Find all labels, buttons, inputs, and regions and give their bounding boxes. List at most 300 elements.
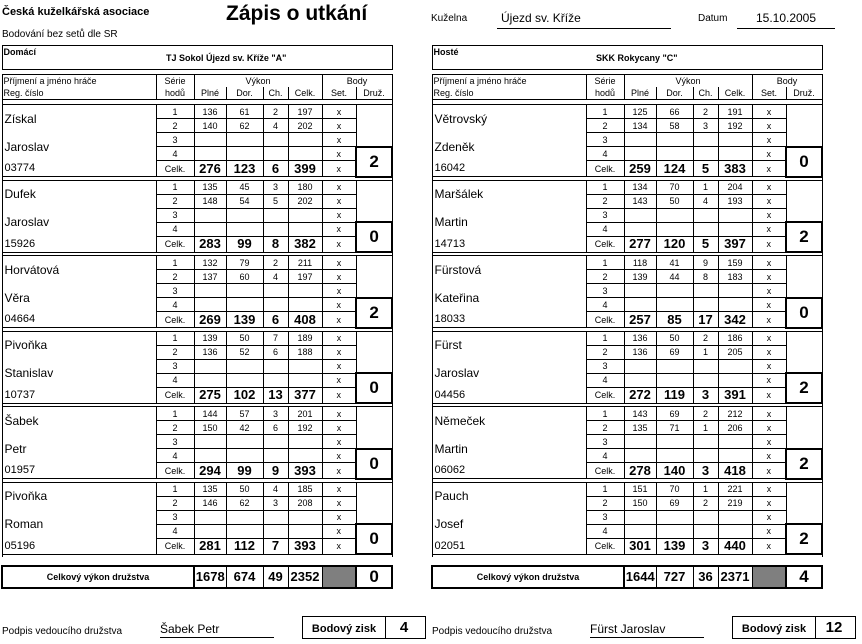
ch-value: 4 [263, 119, 288, 133]
team-total-plne: 1644 [624, 566, 656, 588]
serie-number: 2 [156, 119, 194, 133]
total-label: Celk. [156, 538, 194, 554]
player-points: 2 [786, 449, 822, 479]
empty-cell [624, 147, 656, 161]
col-header-druz: Druž. [356, 87, 392, 100]
serie-number: 4 [156, 147, 194, 161]
serie-number: 2 [156, 421, 194, 435]
empty-cell [624, 284, 656, 298]
player-points: 2 [356, 298, 392, 328]
celk-value: 212 [718, 407, 752, 421]
set-mark: x [322, 147, 356, 161]
total-celk: 393 [288, 538, 322, 554]
player-points: 0 [356, 373, 392, 403]
date-label: Datum [698, 13, 728, 24]
plne-value: 139 [194, 331, 226, 345]
set-mark: x [752, 482, 786, 496]
druz-empty [786, 180, 822, 222]
serie-number: 4 [586, 298, 624, 312]
empty-cell [624, 435, 656, 449]
plne-value: 143 [624, 407, 656, 421]
set-mark: x [322, 298, 356, 312]
set-mark: x [322, 407, 356, 421]
empty-cell [718, 222, 752, 236]
empty-cell [288, 208, 322, 222]
ch-value: 2 [693, 407, 718, 421]
col-header-ch: Ch. [693, 87, 718, 100]
empty-cell [288, 373, 322, 387]
set-mark: x [752, 119, 786, 133]
empty-cell [194, 222, 226, 236]
serie-number: 4 [156, 449, 194, 463]
team-sheet-home [1, 45, 393, 589]
empty-cell [194, 284, 226, 298]
set-mark: x [322, 463, 356, 479]
player-reg-number: 04664 [2, 312, 156, 328]
druz-empty [356, 256, 392, 298]
player-firstname: Zdeněk [432, 133, 586, 161]
serie-number: 1 [586, 256, 624, 270]
empty-cell [624, 373, 656, 387]
serie-number: 1 [156, 331, 194, 345]
set-mark: x [752, 435, 786, 449]
set-mark: x [752, 510, 786, 524]
empty-cell [288, 359, 322, 373]
plne-value: 118 [624, 256, 656, 270]
player-surname: Maršálek [432, 180, 586, 208]
dor-value: 50 [226, 482, 263, 496]
set-mark: x [752, 105, 786, 119]
empty-cell [194, 298, 226, 312]
ch-value: 1 [693, 345, 718, 359]
points-gain-value: 4 [385, 617, 422, 638]
total-label: Celk. [156, 312, 194, 328]
empty-cell [656, 435, 693, 449]
celk-value: 159 [718, 256, 752, 270]
empty-cell [693, 284, 718, 298]
dor-value: 69 [656, 496, 693, 510]
celk-value: 205 [718, 345, 752, 359]
druz-empty [356, 331, 392, 373]
player-surname: Němeček [432, 407, 586, 435]
empty-cell [656, 133, 693, 147]
set-mark: x [752, 194, 786, 208]
plne-value: 150 [194, 421, 226, 435]
plne-value: 134 [624, 119, 656, 133]
team-role-label: Hosté [432, 46, 586, 70]
player-row [432, 180, 822, 194]
plne-value: 137 [194, 270, 226, 284]
total-dor: 119 [656, 387, 693, 403]
empty-cell [263, 373, 288, 387]
empty-cell [718, 373, 752, 387]
player-row [432, 256, 822, 270]
set-mark: x [322, 359, 356, 373]
dor-value: 62 [226, 119, 263, 133]
player-reg-number: 16042 [432, 161, 586, 177]
empty-cell [693, 133, 718, 147]
empty-cell [656, 359, 693, 373]
total-dor: 124 [656, 161, 693, 177]
col-header-set: Set. [322, 87, 356, 100]
serie-number: 4 [586, 147, 624, 161]
set-mark: x [752, 359, 786, 373]
col-header-serie: Série [586, 75, 624, 88]
player-points: 0 [356, 449, 392, 479]
captain-signature: Šabek Petr [160, 622, 274, 638]
serie-number: 2 [586, 194, 624, 208]
druz-empty [786, 482, 822, 524]
total-label: Celk. [156, 236, 194, 252]
empty-cell [693, 373, 718, 387]
col-header-set: Set. [752, 87, 786, 100]
druz-empty [786, 105, 822, 147]
player-firstname: Věra [2, 284, 156, 312]
plne-value: 125 [624, 105, 656, 119]
druz-empty [786, 256, 822, 298]
celk-value: 208 [288, 496, 322, 510]
total-ch: 6 [263, 312, 288, 328]
player-surname: Horvátová [2, 256, 156, 284]
plne-value: 135 [194, 180, 226, 194]
empty-cell [194, 510, 226, 524]
player-firstname: Josef [432, 510, 586, 538]
team-total-label: Celkový výkon družstva [432, 566, 624, 588]
serie-number: 1 [586, 105, 624, 119]
scoring-note: Bodování bez setů dle SR [2, 29, 118, 40]
set-mark: x [752, 312, 786, 328]
player-reg-number: 03774 [2, 161, 156, 177]
celk-value: 185 [288, 482, 322, 496]
set-mark: x [322, 510, 356, 524]
empty-cell [226, 147, 263, 161]
total-ch: 7 [263, 538, 288, 554]
dor-value: 45 [226, 180, 263, 194]
set-mark: x [322, 270, 356, 284]
team-total-celk: 2352 [288, 566, 322, 588]
serie-number: 2 [156, 194, 194, 208]
plne-value: 134 [624, 180, 656, 194]
set-mark: x [322, 312, 356, 328]
player-surname: Získal [2, 105, 156, 133]
total-dor: 112 [226, 538, 263, 554]
set-mark: x [322, 284, 356, 298]
total-label: Celk. [586, 161, 624, 177]
empty-cell [693, 524, 718, 538]
player-points: 2 [786, 373, 822, 403]
col-header-plne: Plné [194, 87, 226, 100]
empty-cell [693, 222, 718, 236]
captain-signature: Fürst Jaroslav [590, 622, 704, 638]
col-header-body: Body [322, 75, 392, 88]
celk-value: 193 [718, 194, 752, 208]
set-mark: x [322, 208, 356, 222]
total-label: Celk. [586, 387, 624, 403]
plne-value: 140 [194, 119, 226, 133]
captain-label: Podpis vedoucího družstva [2, 626, 123, 637]
set-mark: x [322, 538, 356, 554]
ch-value: 2 [693, 105, 718, 119]
set-mark: x [752, 373, 786, 387]
empty-cell [226, 449, 263, 463]
ch-value: 1 [693, 180, 718, 194]
dor-value: 71 [656, 421, 693, 435]
col-header-reg: Reg. číslo [2, 87, 156, 100]
set-mark: x [752, 180, 786, 194]
empty-cell [656, 524, 693, 538]
set-mark: x [752, 222, 786, 236]
player-reg-number: 01957 [2, 463, 156, 479]
celk-value: 211 [288, 256, 322, 270]
empty-cell [656, 147, 693, 161]
total-plne: 283 [194, 236, 226, 252]
druz-empty [356, 105, 392, 147]
empty-cell [718, 298, 752, 312]
empty-cell [693, 298, 718, 312]
total-label: Celk. [156, 387, 194, 403]
celk-value: 202 [288, 194, 322, 208]
set-mark: x [752, 496, 786, 510]
total-ch: 6 [263, 161, 288, 177]
col-header-plne: Plné [624, 87, 656, 100]
empty-cell [693, 449, 718, 463]
team-total-ch: 49 [263, 566, 288, 588]
serie-number: 2 [586, 421, 624, 435]
plne-value: 151 [624, 482, 656, 496]
player-points: 2 [786, 222, 822, 252]
serie-number: 4 [156, 524, 194, 538]
dor-value: 57 [226, 407, 263, 421]
serie-number: 3 [156, 359, 194, 373]
player-surname: Fürst [432, 331, 586, 359]
player-points: 0 [356, 524, 392, 554]
team-name: SKK Rokycany "C" [586, 46, 822, 70]
total-ch: 13 [263, 387, 288, 403]
serie-number: 2 [156, 496, 194, 510]
total-ch: 8 [263, 236, 288, 252]
col-header-vykon: Výkon [624, 75, 752, 88]
empty-cell [194, 524, 226, 538]
player-firstname: Roman [2, 510, 156, 538]
total-ch: 9 [263, 463, 288, 479]
captain-label: Podpis vedoucího družstva [432, 626, 553, 637]
empty-cell [656, 298, 693, 312]
player-reg-number: 02051 [432, 538, 586, 554]
empty-cell [226, 435, 263, 449]
total-celk: 342 [718, 312, 752, 328]
col-header-dor: Dor. [656, 87, 693, 100]
set-mark: x [322, 387, 356, 403]
dor-value: 66 [656, 105, 693, 119]
empty-cell [718, 133, 752, 147]
player-firstname: Jaroslav [432, 359, 586, 387]
plne-value: 143 [624, 194, 656, 208]
col-header-celk: Celk. [288, 87, 322, 100]
empty-cell [288, 147, 322, 161]
ch-value: 8 [693, 270, 718, 284]
serie-number: 3 [156, 510, 194, 524]
team-total-label: Celkový výkon družstva [2, 566, 194, 588]
ch-value: 2 [693, 331, 718, 345]
col-header-vykon: Výkon [194, 75, 322, 88]
col-header-ch: Ch. [263, 87, 288, 100]
celk-value: 191 [718, 105, 752, 119]
plne-value: 136 [624, 345, 656, 359]
ch-value: 4 [693, 194, 718, 208]
set-total-gray [322, 566, 356, 588]
druz-empty [786, 407, 822, 449]
player-reg-number: 06062 [432, 463, 586, 479]
empty-cell [288, 435, 322, 449]
total-celk: 391 [718, 387, 752, 403]
team-total-dor: 727 [656, 566, 693, 588]
empty-cell [693, 147, 718, 161]
venue-label: Kuželna [431, 13, 468, 24]
serie-number: 1 [156, 180, 194, 194]
empty-cell [693, 435, 718, 449]
set-mark: x [322, 180, 356, 194]
set-total-gray [752, 566, 786, 588]
player-points: 0 [786, 298, 822, 328]
empty-cell [263, 284, 288, 298]
serie-number: 2 [586, 119, 624, 133]
celk-value: 192 [288, 421, 322, 435]
plne-value: 139 [624, 270, 656, 284]
celk-value: 192 [718, 119, 752, 133]
empty-cell [263, 435, 288, 449]
serie-number: 3 [156, 435, 194, 449]
empty-cell [226, 510, 263, 524]
dor-value: 50 [656, 331, 693, 345]
ch-value: 3 [693, 119, 718, 133]
serie-number: 4 [156, 298, 194, 312]
plne-value: 146 [194, 496, 226, 510]
total-ch: 17 [693, 312, 718, 328]
empty-cell [288, 524, 322, 538]
set-mark: x [752, 331, 786, 345]
total-dor: 102 [226, 387, 263, 403]
total-ch: 5 [693, 236, 718, 252]
set-mark: x [322, 105, 356, 119]
dor-value: 79 [226, 256, 263, 270]
player-firstname: Petr [2, 435, 156, 463]
total-celk: 393 [288, 463, 322, 479]
total-dor: 99 [226, 236, 263, 252]
team-total-points: 4 [786, 566, 822, 588]
empty-cell [226, 298, 263, 312]
set-mark: x [752, 421, 786, 435]
total-celk: 397 [718, 236, 752, 252]
player-surname: Pauch [432, 482, 586, 510]
plne-value: 136 [624, 331, 656, 345]
team-total-plne: 1678 [194, 566, 226, 588]
player-row [432, 331, 822, 345]
serie-number: 2 [156, 345, 194, 359]
serie-number: 3 [586, 133, 624, 147]
serie-number: 1 [156, 407, 194, 421]
empty-cell [718, 524, 752, 538]
total-dor: 123 [226, 161, 263, 177]
total-dor: 139 [656, 538, 693, 554]
celk-value: 188 [288, 345, 322, 359]
set-mark: x [752, 463, 786, 479]
serie-number: 3 [586, 284, 624, 298]
set-mark: x [752, 407, 786, 421]
empty-cell [624, 449, 656, 463]
total-celk: 383 [718, 161, 752, 177]
col-header-celk: Celk. [718, 87, 752, 100]
total-celk: 377 [288, 387, 322, 403]
dor-value: 61 [226, 105, 263, 119]
dor-value: 44 [656, 270, 693, 284]
set-mark: x [752, 208, 786, 222]
set-mark: x [322, 256, 356, 270]
total-ch: 5 [693, 161, 718, 177]
set-mark: x [322, 496, 356, 510]
set-mark: x [322, 236, 356, 252]
ch-value: 2 [263, 105, 288, 119]
set-mark: x [322, 373, 356, 387]
serie-number: 1 [586, 331, 624, 345]
player-firstname: Jaroslav [2, 208, 156, 236]
set-mark: x [752, 133, 786, 147]
set-mark: x [322, 119, 356, 133]
serie-number: 1 [586, 180, 624, 194]
empty-cell [263, 208, 288, 222]
plne-value: 136 [194, 105, 226, 119]
empty-cell [693, 208, 718, 222]
empty-cell [624, 298, 656, 312]
empty-cell [226, 284, 263, 298]
player-firstname: Martin [432, 435, 586, 463]
ch-value: 9 [693, 256, 718, 270]
empty-cell [718, 449, 752, 463]
total-plne: 275 [194, 387, 226, 403]
ch-value: 7 [263, 331, 288, 345]
empty-cell [226, 524, 263, 538]
empty-cell [718, 284, 752, 298]
col-header-name: Příjmení a jméno hráče [2, 75, 156, 88]
empty-cell [194, 435, 226, 449]
dor-value: 50 [656, 194, 693, 208]
total-plne: 259 [624, 161, 656, 177]
set-mark: x [322, 222, 356, 236]
total-plne: 269 [194, 312, 226, 328]
total-plne: 278 [624, 463, 656, 479]
empty-cell [624, 359, 656, 373]
set-mark: x [322, 524, 356, 538]
total-plne: 294 [194, 463, 226, 479]
col-header-druz: Druž. [786, 87, 822, 100]
set-mark: x [752, 256, 786, 270]
celk-value: 189 [288, 331, 322, 345]
serie-number: 2 [586, 345, 624, 359]
serie-number: 2 [586, 270, 624, 284]
empty-cell [194, 373, 226, 387]
celk-value: 197 [288, 105, 322, 119]
col-header-dor: Dor. [226, 87, 263, 100]
player-points: 0 [356, 222, 392, 252]
serie-number: 1 [586, 407, 624, 421]
empty-cell [718, 208, 752, 222]
dor-value: 54 [226, 194, 263, 208]
player-row [2, 407, 392, 421]
total-plne: 281 [194, 538, 226, 554]
total-dor: 99 [226, 463, 263, 479]
total-label: Celk. [586, 236, 624, 252]
empty-cell [624, 208, 656, 222]
player-surname: Dufek [2, 180, 156, 208]
